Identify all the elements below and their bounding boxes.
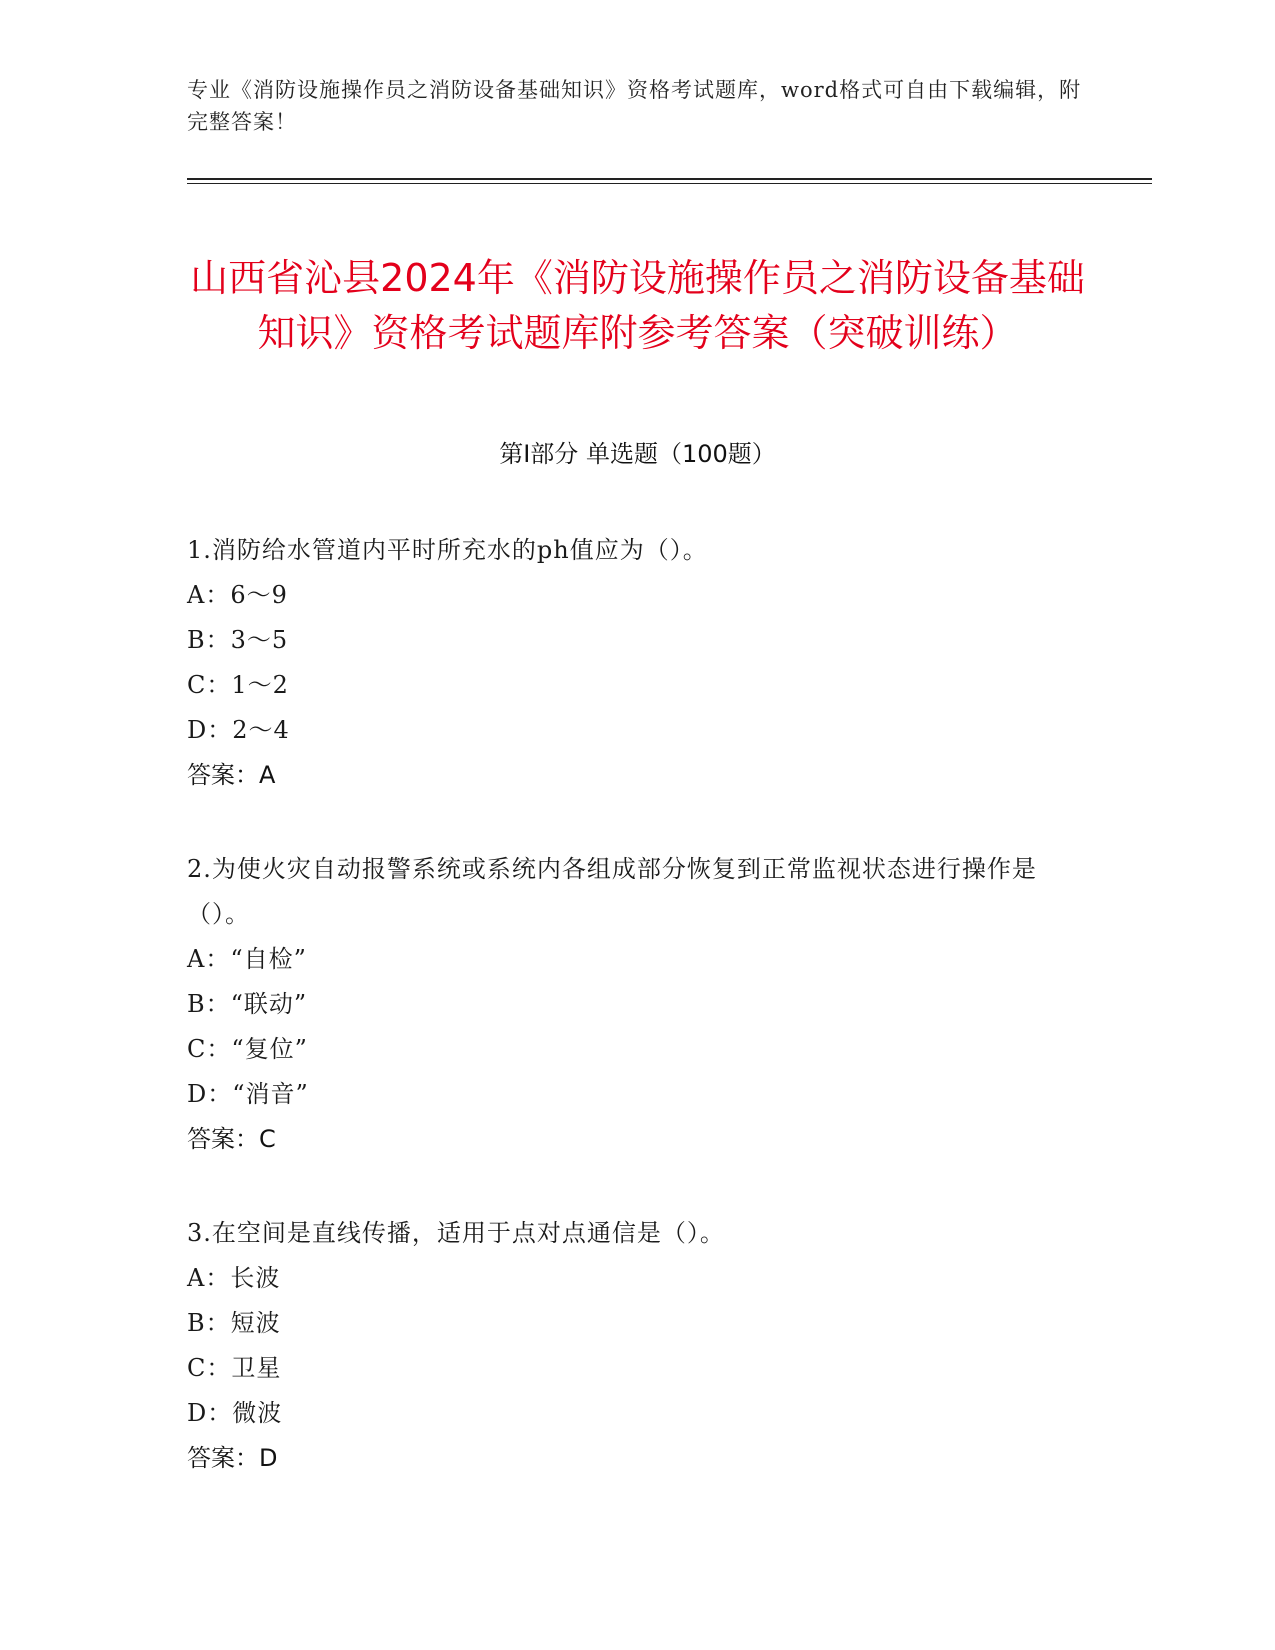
- question-stem: 1.消防给水管道内平时所充水的ph值应为（）。: [187, 536, 708, 564]
- option-a: A：长波: [187, 1264, 281, 1292]
- document-title: 山西省沁县2024年《消防设施操作员之消防设备基础知识》资格考试题库附参考答案（突破训练）: [190, 256, 1085, 356]
- question-stem: 2.为使火灾自动报警系统或系统内各组成部分恢复到正常监视状态进行操作是（）。: [187, 855, 1037, 928]
- question-1: [187, 528, 1067, 798]
- answer: 答案：D: [187, 1444, 278, 1472]
- option-a: A：“自检”: [187, 945, 307, 973]
- option-d: D：2～4: [187, 716, 290, 744]
- option-c: C：1～2: [187, 671, 289, 699]
- option-c: C：卫星: [187, 1354, 282, 1382]
- option-c: C：“复位”: [187, 1035, 308, 1063]
- option-d: D：“消音”: [187, 1080, 309, 1108]
- question-list: [187, 528, 1067, 1530]
- question-2: [187, 847, 1067, 1162]
- section-heading: 第Ⅰ部分 单选题（100题）: [499, 440, 776, 468]
- option-b: B：短波: [187, 1309, 281, 1337]
- question-3: [187, 1211, 1067, 1481]
- header-note: 专业《消防设施操作员之消防设备基础知识》资格考试题库，word格式可自由下载编辑，附完整答案！: [187, 78, 1082, 134]
- question-stem: 3.在空间是直线传播，适用于点对点通信是（）。: [187, 1219, 725, 1247]
- option-b: B：3～5: [187, 626, 289, 654]
- answer: 答案：C: [187, 1125, 276, 1153]
- option-d: D：微波: [187, 1399, 283, 1427]
- header-divider-thin: [187, 183, 1152, 184]
- option-b: B：“联动”: [187, 990, 308, 1018]
- header-divider-thick: [187, 178, 1152, 180]
- option-a: A：6～9: [187, 581, 288, 609]
- answer: 答案：A: [187, 761, 276, 789]
